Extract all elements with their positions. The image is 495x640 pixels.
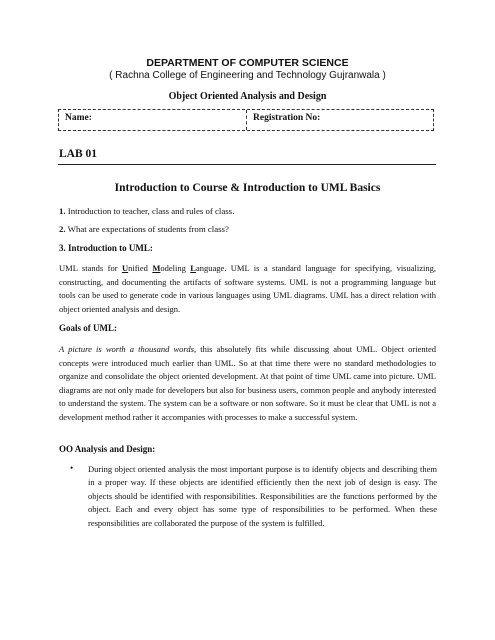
question-number: 2.: [59, 224, 66, 234]
goals-paragraph: A picture is worth a thousand words, this absolutely fits while discussing about UML. Object oriented concepts were introduced much earlier than UML. So at that time there were no standard methodologies to organize and consolidate the object oriented development. At that point of time UML came into picture. UML diagrams are not only made for developers but also for business users, common people and anybody interested to understand the system. The system can be a software or non software. So it must be clear that UML is not a development method rather it accompanies with processes to make a successful system.: [59, 344, 436, 422]
question-text: Introduction to teacher, class and rules of class.: [65, 206, 235, 216]
goals-heading: Goals of UML:: [59, 323, 117, 333]
info-box-divider: [246, 110, 247, 130]
quote-italic: A picture is worth a thousand words: [59, 344, 194, 354]
question-text: What are expectations of students from class?: [65, 224, 229, 234]
college-subheading: ( Rachna College of Engineering and Technology Gujranwala ): [109, 70, 386, 81]
question-text: Introduction to UML:: [65, 243, 153, 253]
student-info-box: [58, 109, 434, 131]
horizontal-rule: [58, 164, 436, 165]
lab-number: LAB 01: [59, 148, 98, 160]
lab-title: Introduction to Course & Introduction to UML Basics: [114, 182, 381, 194]
question-item: [59, 206, 234, 216]
name-label: Name:: [65, 113, 92, 123]
list-item: During object oriented analysis the most important purpose is to identify objects and describing them in a proper way. If these objects are identified efficiently then the next job of design is easy. The objects should be identified with responsibilities. Responsibilities are the functions performed by the object. Each and every object has some type of responsibilities to be performed. When these responsibilities are collaborated the purpose of the system is fulfilled.: [88, 464, 437, 528]
bullet-icon: •: [70, 463, 74, 473]
course-title: Object Oriented Analysis and Design: [168, 91, 327, 102]
question-number: 1.: [59, 206, 66, 216]
uml-paragraph: UML stands for Unified Modeling Language. UML is a standard language for specifying, visualizing, constructing, and documenting the artifacts of software systems. UML is not a programming language but tools can be used to generate code in various languages using UML diagrams. UML has a direct relation with object oriented analysis and design.: [59, 263, 436, 314]
question-item: [59, 224, 229, 234]
department-heading: DEPARTMENT OF COMPUTER SCIENCE: [146, 57, 349, 69]
question-item: [59, 243, 153, 253]
registration-label: Registration No:: [253, 113, 321, 123]
question-number: 3.: [59, 243, 66, 253]
oo-heading: OO Analysis and Design:: [59, 444, 156, 454]
